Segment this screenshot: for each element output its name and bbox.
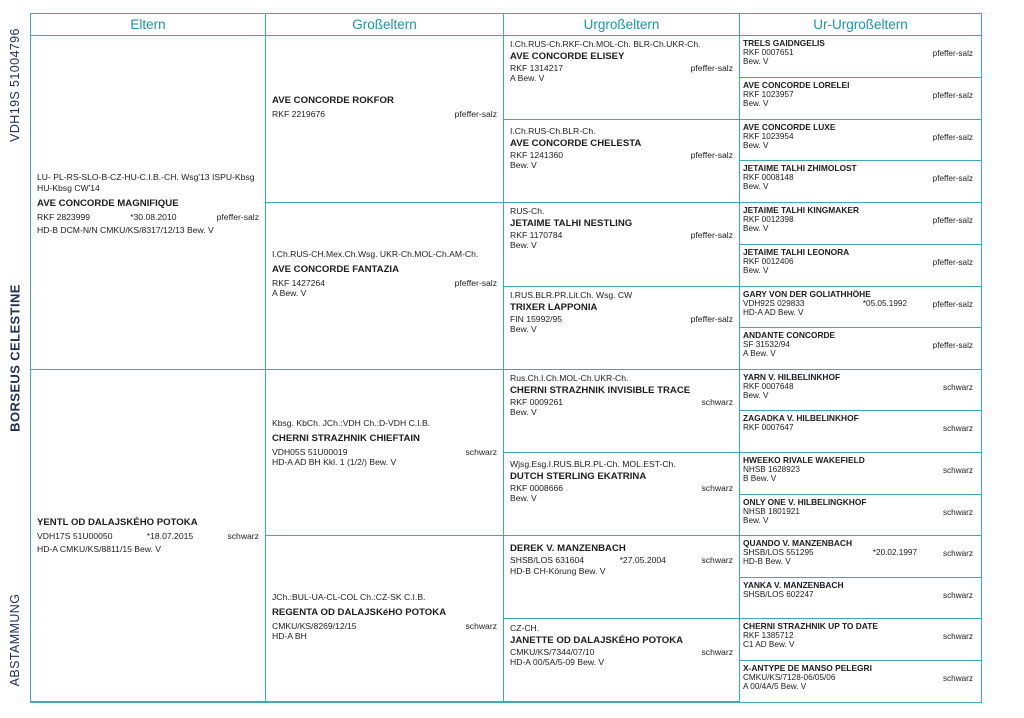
titles-line: Wjsg.Esg.I.RUS.BLR.PL-Ch. MOL.EST-Ch. <box>510 459 676 469</box>
dog-name-label: YENTL OD DALAJSKÉHO POTOKA <box>37 517 198 528</box>
health-info: A Bew. V <box>743 349 776 359</box>
coat-color: schwarz <box>942 632 973 641</box>
registration: NHSB 1801921 <box>743 507 800 516</box>
dog-name-label: JETAIME TALHI ZHIMOLOST <box>743 163 857 173</box>
coat-color: schwarz <box>701 555 733 565</box>
great-great-grandparent-2 <box>740 78 981 120</box>
coat-color: pfeffer-salz <box>216 212 259 222</box>
coat-color: pfeffer-salz <box>690 149 733 160</box>
registration: RKF 0007647 <box>743 423 794 432</box>
health-info: Bew. V <box>510 407 537 417</box>
coat-color: pfeffer-salz <box>454 277 497 288</box>
dog-name-label: YARN V. HILBELINKHOF <box>743 372 841 382</box>
registration: VDH17S 51U00050 <box>37 531 113 541</box>
dog-name-label: JANETTE OD DALAJSKÉHO POTOKA <box>510 634 684 646</box>
dog-name-label: TRELS GAIDNGELIS <box>743 38 825 48</box>
registration: RKF 1427264 <box>272 277 326 288</box>
registration: FIN 15992/95 <box>510 313 563 324</box>
registration-number: VDH19S 51004796 <box>8 28 22 142</box>
dog-name-label: CHERNI STRAZHNIK UP TO DATE <box>743 621 878 631</box>
health-info: Bew. V <box>510 240 537 250</box>
great-great-grandparent-3 <box>740 120 981 161</box>
header-urgrosseltern: Urgroßeltern <box>504 14 740 36</box>
titles-line: Kbsg. KbCh. JCh.:VDH Ch.:D-VDH C.I.B. <box>272 418 431 428</box>
header-ur-urgrosseltern: Ur-Urgroßeltern <box>740 14 981 36</box>
titles-line: HU-Kbsg CW'14 <box>37 182 100 193</box>
great-great-grandparent-13 <box>740 536 981 578</box>
health-info: HD-B Bew. V <box>743 557 791 567</box>
registration: SHSB/LOS 551295 <box>743 548 814 557</box>
registration: VDH92S 029833 <box>743 299 805 308</box>
coat-color: pfeffer-salz <box>932 91 973 100</box>
titles-line: JCh.:BUL-UA-CL-COL Ch.:CZ-SK C.I.B. <box>272 592 426 602</box>
registration: SHSB/LOS 602247 <box>743 590 814 599</box>
dog-name-label: DUTCH STERLING EKATRINA <box>510 470 647 482</box>
header-eltern: Eltern <box>31 14 266 36</box>
coat-color: schwarz <box>701 646 733 657</box>
birth-date: *30.08.2010 <box>130 212 177 222</box>
registration: RKF 0012398 <box>743 215 794 224</box>
health-info: Bew. V <box>743 141 769 151</box>
great-grandparent-1 <box>504 36 740 120</box>
titles-line: I.Ch.RUS-Ch.RKF-Ch.MOL-Ch. BLR-Ch.UKR-Ch. <box>510 39 701 49</box>
registration: VDH05S 51U00019 <box>272 446 348 457</box>
health-info: A Bew. V <box>272 288 307 298</box>
birth-date: *27.05.2004 <box>619 555 666 565</box>
registration: RKF 0008666 <box>510 482 564 493</box>
registration: CMKU/KS/7344/07/10 <box>510 646 595 657</box>
titles-line: RUS-Ch. <box>510 206 545 216</box>
grandparent-4 <box>266 536 504 702</box>
dog-name-label: AVE CONCORDE LORELEI <box>743 80 850 90</box>
great-great-grandparent-7 <box>740 287 981 328</box>
dog-name-label: ZAGADKA V. HILBELINKHOF <box>743 413 859 423</box>
health-info: C1 AD Bew. V <box>743 640 795 650</box>
titles-line: I.RUS.BLR.PR.Lit.Ch. Wsg. CW <box>510 290 633 300</box>
registration: RKF 2823999 <box>37 212 91 222</box>
dog-name-label: AVE CONCORDE ROKFOR <box>272 95 394 106</box>
dog-name-label: CHERNI STRAZHNIK CHIEFTAIN <box>272 432 420 444</box>
coat-color: schwarz <box>942 674 973 683</box>
health-info: HD-A CMKU/KS/8811/15 Bew. V <box>37 543 162 554</box>
grandparent-3 <box>266 370 504 536</box>
health-info: HD-A AD Bew. V <box>743 308 804 318</box>
great-grandparent-2 <box>504 120 740 203</box>
coat-color: pfeffer-salz <box>932 49 973 58</box>
health-info: HD-A AD BH Kkl. 1 (1/2/) Bew. V <box>272 457 397 467</box>
health-info: Bew. V <box>743 516 769 526</box>
titles-line: I.Ch.RUS-CH.Mex.Ch.Wsg. UKR-Ch.MOL-Ch.AM-Ch. <box>272 249 479 259</box>
dog-name-label: DEREK V. MANZENBACH <box>510 543 626 554</box>
registration: CMKU/KS/8269/12/15 <box>272 620 357 631</box>
registration: RKF 1170784 <box>510 229 563 240</box>
titles-line: Rus.Ch.I.Ch.MOL-Ch.UKR-Ch. <box>510 373 629 383</box>
registration: RKF 0008148 <box>743 173 794 182</box>
parent-dam <box>31 370 266 702</box>
great-great-grandparent-8 <box>740 328 981 370</box>
coat-color: schwarz <box>465 620 497 631</box>
dog-name-label: YANKA V. MANZENBACH <box>743 580 844 590</box>
great-great-grandparent-15 <box>740 619 981 661</box>
health-info: Bew. V <box>510 493 537 503</box>
great-grandparent-4 <box>504 287 740 370</box>
coat-color: pfeffer-salz <box>932 216 973 225</box>
great-great-grandparent-9 <box>740 370 981 411</box>
dog-name-label: TRIXER LAPPONIA <box>510 301 598 313</box>
grandparent-1 <box>266 36 504 203</box>
coat-color: schwarz <box>701 396 733 407</box>
registration: RKF 1314217 <box>510 62 564 73</box>
coat-color: schwarz <box>227 531 259 541</box>
great-great-grandparent-6 <box>740 245 981 287</box>
coat-color: schwarz <box>465 446 497 457</box>
titles-line: I.Ch.RUS-Ch.BLR-Ch. <box>510 126 596 136</box>
dog-name-label: AVE CONCORDE LUXE <box>743 122 836 132</box>
dog-name-label: ONLY ONE V. HILBELINGKHOF <box>743 497 867 507</box>
health-info: HD-A BH <box>272 631 307 641</box>
great-grandparent-7 <box>504 536 740 619</box>
dog-name-label: JETAIME TALHI NESTLING <box>510 217 633 229</box>
health-info: Bew. V <box>510 160 537 170</box>
registration: SF 31532/94 <box>743 340 790 349</box>
great-great-grandparent-16 <box>740 661 981 702</box>
health-info: Bew. V <box>743 266 769 276</box>
registration: RKF 0009261 <box>510 396 564 407</box>
health-info: Bew. V <box>510 324 537 334</box>
health-info: HD-B DCM-N/N CMKU/KS/8317/12/13 Bew. V <box>37 224 214 235</box>
header-grosseltern: Großeltern <box>266 14 504 36</box>
registration: RKF 1023954 <box>743 132 794 141</box>
coat-color: pfeffer-salz <box>932 174 973 183</box>
birth-date: *20.02.1997 <box>872 548 917 557</box>
parent-sire <box>31 36 266 370</box>
great-grandparent-5 <box>504 370 740 453</box>
great-grandparent-6 <box>504 453 740 536</box>
registration: RKF 2219676 <box>272 109 326 119</box>
dog-name-label: AVE CONCORDE ELISEY <box>510 50 625 62</box>
registration: SHSB/LOS 631604 <box>510 555 585 565</box>
great-grandparent-3 <box>504 203 740 287</box>
great-great-grandparent-5 <box>740 203 981 245</box>
great-grandparent-8 <box>504 619 740 702</box>
great-great-grandparent-10 <box>740 411 981 453</box>
coat-color: pfeffer-salz <box>690 313 733 324</box>
registration: RKF 0007651 <box>743 48 794 57</box>
coat-color: schwarz <box>942 383 973 392</box>
health-info: Bew. V <box>743 391 769 401</box>
dog-name-label: REGENTA OD DALAJSKéHO POTOKA <box>272 606 447 618</box>
health-info: Bew. V <box>743 182 769 192</box>
birth-date: *18.07.2015 <box>146 531 194 541</box>
registration: RKF 1241360 <box>510 149 564 160</box>
dog-name-label: HWEEKO RIVALE WAKEFIELD <box>743 455 865 465</box>
pedigree-table <box>30 13 982 703</box>
health-info: A Bew. V <box>510 73 545 83</box>
dog-name-label: AVE CONCORDE MAGNIFIQUE <box>37 198 179 209</box>
birth-date: *05.05.1992 <box>862 299 907 308</box>
health-info: Bew. V <box>743 224 769 234</box>
coat-color: pfeffer-salz <box>932 341 973 350</box>
dog-name-label: CHERNI STRAZHNIK INVISIBLE TRACE <box>510 384 691 396</box>
health-info: A 00/4A/5 Bew. V <box>743 682 807 692</box>
coat-color: pfeffer-salz <box>690 62 733 73</box>
dog-name-label: AVE CONCORDE FANTAZIA <box>272 263 400 275</box>
coat-color: pfeffer-salz <box>932 133 973 142</box>
great-great-grandparent-14 <box>740 578 981 619</box>
dog-name-label: JETAIME TALHI KINGMAKER <box>743 205 860 215</box>
dog-name-label: QUANDO V. MANZENBACH <box>743 538 853 548</box>
registration: RKF 1023957 <box>743 90 794 99</box>
coat-color: schwarz <box>942 549 973 558</box>
dog-name-label: GARY VON DER GOLIATHHÖHE <box>743 289 871 299</box>
titles-line: LU- PL-RS-SLO-B-CZ-HU-C.I.B.-CH. Wsg'13 ISPU-Kbsg <box>37 172 255 182</box>
dog-name-label: JETAIME TALHI LEONORA <box>743 247 850 257</box>
registration: RKF 0012406 <box>743 257 794 266</box>
coat-color: schwarz <box>701 482 733 493</box>
coat-color: pfeffer-salz <box>690 229 733 240</box>
grandparent-2 <box>266 203 504 370</box>
great-great-grandparent-1 <box>740 36 981 78</box>
coat-color: pfeffer-salz <box>932 300 973 309</box>
side-labels <box>0 0 30 718</box>
health-info: Bew. V <box>743 57 769 67</box>
great-great-grandparent-4 <box>740 161 981 203</box>
section-title: ABSTAMMUNG <box>8 593 22 687</box>
registration: RKF 1385712 <box>743 631 794 640</box>
titles-line: CZ-CH. <box>510 623 540 633</box>
registration: RKF 0007648 <box>743 382 794 391</box>
dog-name-label: ANDANTE CONCORDE <box>743 330 836 340</box>
great-great-grandparent-11 <box>740 453 981 495</box>
dog-name-label: AVE CONCORDE CHELESTA <box>510 137 642 149</box>
dog-name-label: X-ANTYPE DE MANSO PELEGRI <box>743 663 872 673</box>
coat-color: pfeffer-salz <box>932 258 973 267</box>
coat-color: schwarz <box>942 591 973 600</box>
coat-color: schwarz <box>942 508 973 517</box>
coat-color: schwarz <box>942 424 973 433</box>
health-info: Bew. V <box>743 99 769 109</box>
dog-name: BORSEUS CELESTINE <box>7 284 23 432</box>
health-info: B Bew. V <box>743 474 777 484</box>
great-great-grandparent-12 <box>740 495 981 536</box>
health-info: HD-B CH-Körung Bew. V <box>510 565 606 576</box>
registration: NHSB 1628923 <box>743 465 800 474</box>
coat-color: schwarz <box>942 466 973 475</box>
health-info: HD-A 00/5A/5-09 Bew. V <box>510 657 605 667</box>
registration: CMKU/KS/7128-06/05/06 <box>743 673 836 682</box>
coat-color: pfeffer-salz <box>454 109 497 119</box>
